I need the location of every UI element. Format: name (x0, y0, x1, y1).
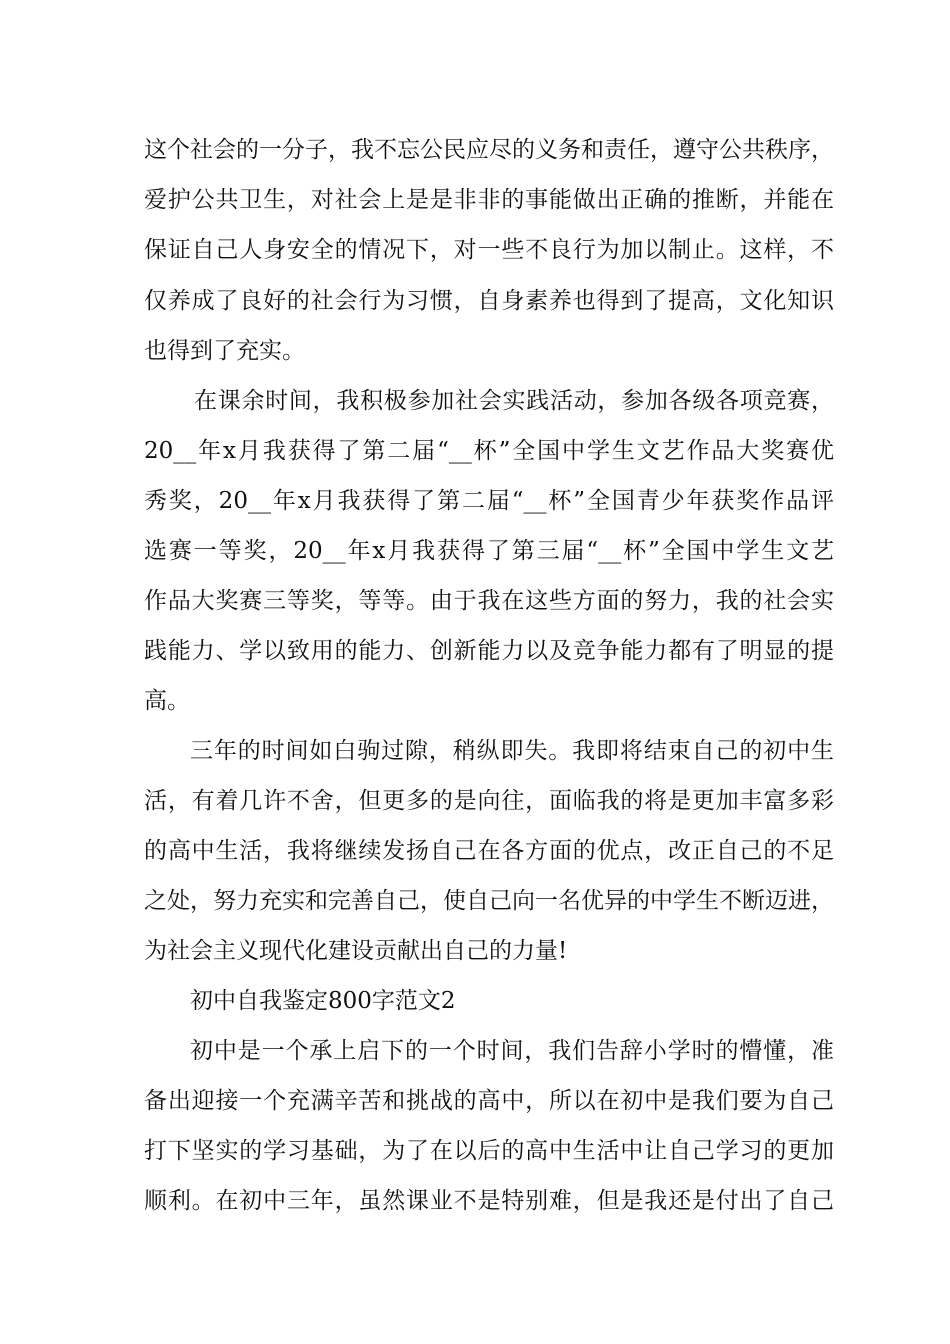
text-line: 初中是一个承上启下的一个时间，我们告辞小学时的懵懂，准 (190, 1038, 834, 1064)
text-line: 打下坚实的学习基础，为了在以后的高中生活中让自己学习的更加 (144, 1138, 834, 1164)
text-line: 顺利。在初中三年，虽然课业不是特别难，但是我还是付出了自己 (144, 1188, 834, 1214)
text-line: 20__年x月我获得了第二届“__杯”全国中学生文艺作品大奖赛优 (144, 438, 834, 464)
text-line: 仅养成了良好的社会行为习惯，自身素养也得到了提高，文化知识 (144, 288, 834, 314)
text-line: 之处，努力充实和完善自己，使自己向一名优异的中学生不断迈进， (144, 888, 834, 914)
text-line: 也得到了充实。 (144, 338, 305, 364)
text-line: 的高中生活，我将继续发扬自己在各方面的优点，改正自己的不足 (144, 838, 834, 864)
text-line: 高。 (144, 688, 190, 714)
section-heading: 初中自我鉴定800字范文2 (190, 988, 456, 1014)
text-line: 活，有着几许不舍，但更多的是向往，面临我的将是更加丰富多彩 (144, 788, 834, 814)
text-line: 为社会主义现代化建设贡献出自己的力量! (144, 938, 568, 964)
text-line: 三年的时间如白驹过隙，稍纵即失。我即将结束自己的初中生 (190, 738, 834, 764)
text-line: 选赛一等奖，20__年x月我获得了第三届“__杯”全国中学生文艺 (144, 538, 834, 564)
text-line: 在课余时间，我积极参加社会实践活动，参加各级各项竞赛， (194, 388, 834, 414)
text-line: 保证自己人身安全的情况下，对一些不良行为加以制止。这样，不 (144, 237, 834, 263)
text-line: 备出迎接一个充满辛苦和挑战的高中，所以在初中是我们要为自己 (144, 1088, 834, 1114)
text-line: 秀奖，20__年x月我获得了第二届“__杯”全国青少年获奖作品评 (144, 488, 834, 514)
text-line: 爱护公共卫生，对社会上是是非非的事能做出正确的推断，并能在 (144, 187, 834, 213)
text-line: 践能力、学以致用的能力、创新能力以及竞争能力都有了明显的提 (144, 638, 834, 664)
text-line: 这个社会的一分子，我不忘公民应尽的义务和责任，遵守公共秩序， (144, 137, 834, 163)
text-line: 作品大奖赛三等奖，等等。由于我在这些方面的努力，我的社会实 (144, 588, 834, 614)
